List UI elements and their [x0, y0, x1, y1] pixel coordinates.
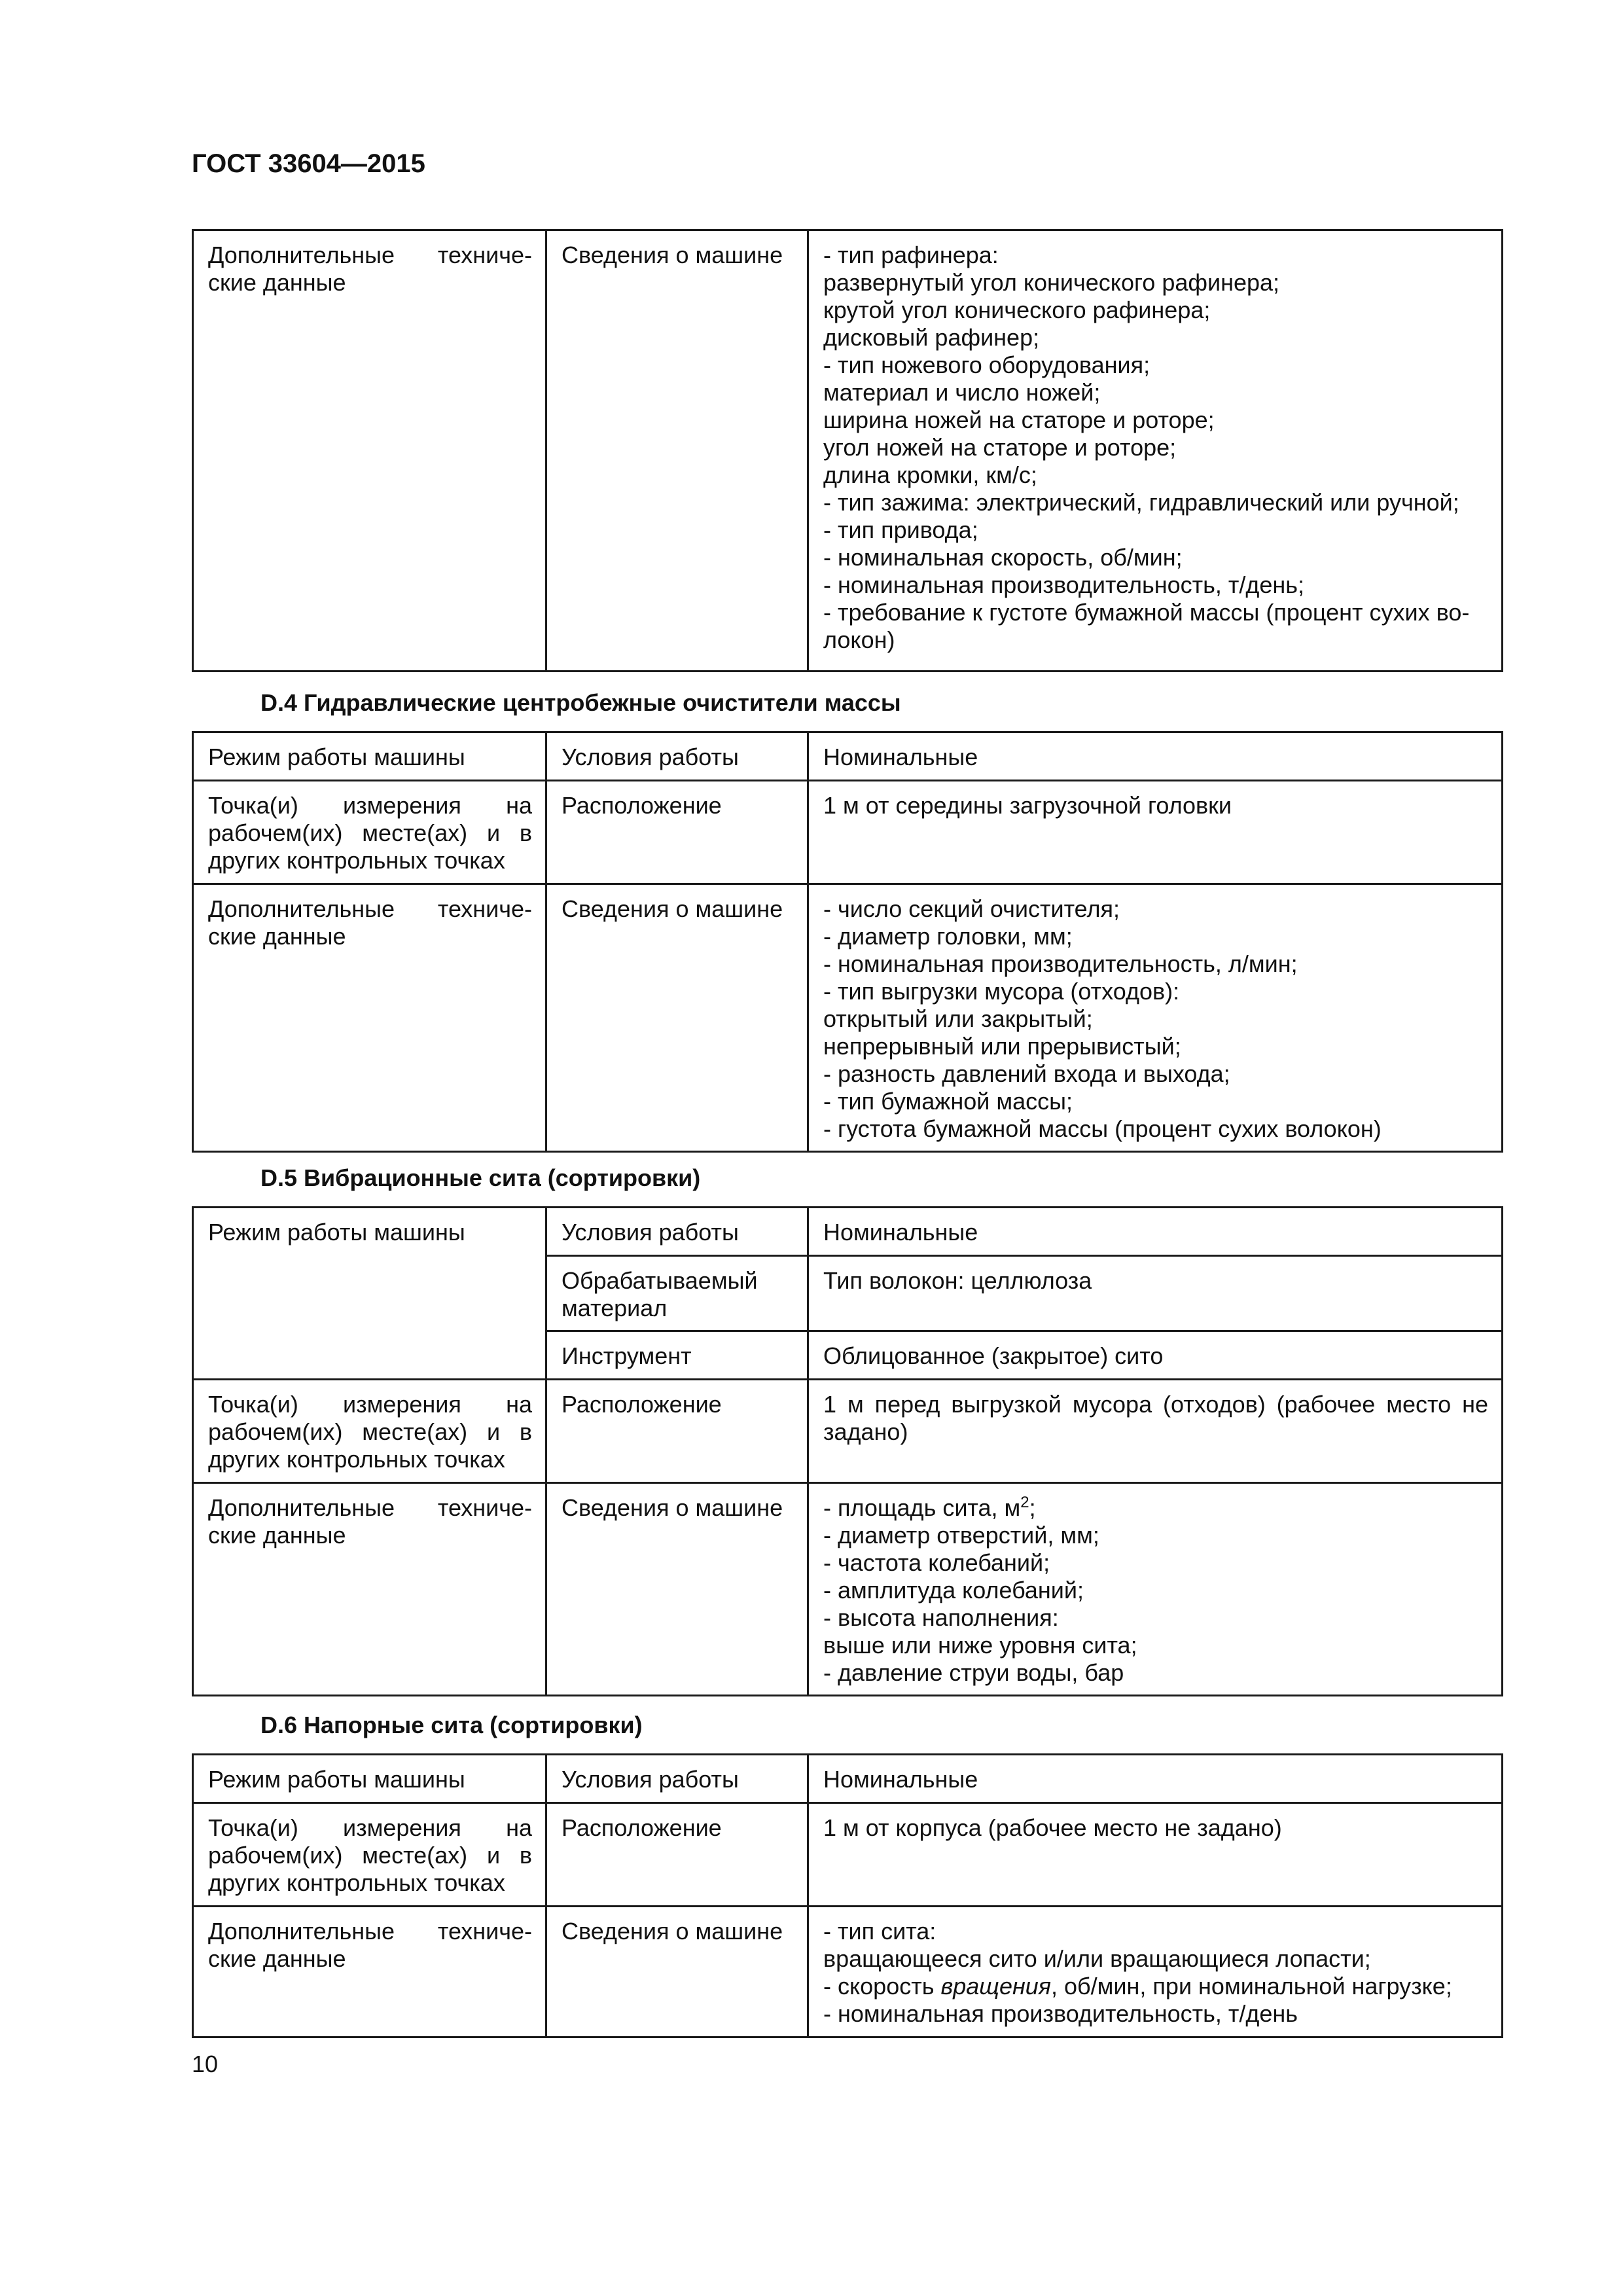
- text-line: - номинальная скорость, об/мин;: [823, 544, 1183, 571]
- text-part: , об/мин, при номинальной нагрузке;: [1051, 1973, 1452, 2000]
- text-part: - площадь сита, м: [823, 1494, 1021, 1521]
- text-line: ские данные: [208, 1522, 346, 1549]
- cell-value: Номинальные: [808, 1208, 1503, 1256]
- text-line: рабочем(их) месте(ах) и в: [208, 1418, 532, 1445]
- cell-value: [808, 1483, 1503, 1696]
- cell-label: [193, 1380, 546, 1483]
- table-row: [193, 1907, 1503, 2037]
- cell-value: Номинальные: [808, 732, 1503, 781]
- cell-label: Режим работы машины: [193, 1755, 546, 1803]
- cell-value: Облицованное (закрытое) сито: [808, 1331, 1503, 1380]
- text-line: - номинальная производительность, т/день;: [823, 571, 1305, 598]
- text-line: - разность давлений входа и выхода;: [823, 1060, 1230, 1087]
- text-line: дисковый рафинер;: [823, 324, 1040, 351]
- cell-value: 1 м от корпуса (рабочее место не задано): [808, 1803, 1503, 1907]
- text-line: [823, 1973, 1488, 2000]
- table-row: [193, 1483, 1503, 1696]
- text-line: Точка(и) измерения на: [208, 792, 532, 819]
- text-line: - частота колебаний;: [823, 1549, 1050, 1576]
- table-d4: [192, 731, 1503, 1153]
- emphasis-text: вращения: [940, 1973, 1052, 2000]
- page-number: 10: [192, 2051, 219, 2077]
- cell-label: [193, 884, 546, 1152]
- text-line: - густота бумажной массы (процент сухих волокон): [823, 1115, 1382, 1142]
- table-row: [193, 1803, 1503, 1907]
- text-line: Дополнительные техниче-: [208, 242, 532, 268]
- cell-condition: Инструмент: [546, 1331, 808, 1380]
- cell-label: [193, 781, 546, 884]
- text-line: Дополнительные техниче-: [208, 1494, 532, 1521]
- cell-condition: Сведения о машине: [546, 230, 808, 672]
- text-line: Точка(и) измерения на: [208, 1814, 532, 1841]
- text-line: - номинальная производительность, л/мин;: [823, 950, 1298, 977]
- text-line: крутой угол конического рафинера;: [823, 296, 1211, 323]
- text-line: - тип ножевого оборудования;: [823, 351, 1150, 378]
- text-line: - диаметр головки, мм;: [823, 923, 1073, 950]
- cell-condition: Условия работы: [546, 732, 808, 781]
- cell-label: [193, 230, 546, 672]
- text-line: 1 м перед выгрузкой мусора (отходов) (рабочее место не: [823, 1391, 1488, 1418]
- table-d6: [192, 1753, 1503, 2038]
- cell-condition: Условия работы: [546, 1755, 808, 1803]
- text-line: - требование к густоте бумажной массы (процент сухих во-: [823, 599, 1470, 626]
- table-row: [193, 884, 1503, 1152]
- cell-value: Тип волокон: целлюлоза: [808, 1256, 1503, 1331]
- text-line: - тип сита:: [823, 1918, 936, 1945]
- text-line: - тип бумажной массы;: [823, 1088, 1073, 1115]
- text-line: Дополнительные техниче-: [208, 895, 532, 922]
- table-d3-tail: [192, 229, 1503, 672]
- cell-condition: Условия работы: [546, 1208, 808, 1256]
- text-line: Дополнительные техниче-: [208, 1918, 532, 1945]
- text-line: - диаметр отверстий, мм;: [823, 1522, 1099, 1549]
- cell-condition: Сведения о машине: [546, 1483, 808, 1696]
- text-line: длина кромки, км/с;: [823, 461, 1037, 488]
- text-line: задано): [823, 1418, 908, 1445]
- text-part: ;: [1029, 1494, 1036, 1521]
- text-line: - тип зажима: электрический, гидравлический или ручной;: [823, 489, 1459, 516]
- text-line: [823, 1494, 1488, 1522]
- cell-condition: Сведения о машине: [546, 884, 808, 1152]
- text-line: других контрольных точках: [208, 1446, 505, 1473]
- text-line: - тип выгрузки мусора (отходов):: [823, 978, 1180, 1005]
- table-row: [193, 1208, 1503, 1256]
- cell-condition: Расположение: [546, 1380, 808, 1483]
- section-title-d6: D.6 Напорные сита (сортировки): [260, 1712, 643, 1738]
- text-line: - высота наполнения:: [823, 1604, 1059, 1631]
- text-line: - тип привода;: [823, 516, 978, 543]
- text-line: Точка(и) измерения на: [208, 1391, 532, 1418]
- cell-label: Режим работы машины: [193, 1208, 546, 1380]
- text-line: рабочем(их) месте(ах) и в: [208, 819, 532, 846]
- text-line: - число секций очистителя;: [823, 895, 1120, 922]
- table-row: [193, 1380, 1503, 1483]
- cell-value: Номинальные: [808, 1755, 1503, 1803]
- cell-label: [193, 1907, 546, 2037]
- cell-value: [808, 230, 1503, 672]
- text-line: других контрольных точках: [208, 847, 505, 874]
- cell-condition: Расположение: [546, 1803, 808, 1907]
- cell-label: Режим работы машины: [193, 732, 546, 781]
- text-line: ские данные: [208, 1945, 346, 1972]
- superscript: 2: [1020, 1494, 1029, 1511]
- section-title-d4: D.4 Гидравлические центробежные очистители массы: [260, 689, 901, 716]
- text-line: развернутый угол конического рафинера;: [823, 269, 1280, 296]
- text-line: открытый или закрытый;: [823, 1005, 1093, 1032]
- cell-value: 1 м от середины загрузочной головки: [808, 781, 1503, 884]
- text-line: - давление струи воды, бар: [823, 1659, 1124, 1686]
- table-row: [193, 781, 1503, 884]
- text-line: ские данные: [208, 923, 346, 950]
- text-line: вращающееся сито и/или вращающиеся лопасти;: [823, 1945, 1371, 1972]
- cell-label: [193, 1803, 546, 1907]
- text-line: других контрольных точках: [208, 1869, 505, 1896]
- text-line: материал: [562, 1295, 668, 1321]
- text-line: материал и число ножей;: [823, 379, 1101, 406]
- document-header: ГОСТ 33604—2015: [192, 149, 425, 178]
- text-line: локон): [823, 626, 895, 653]
- text-line: Обрабатываемый: [562, 1267, 758, 1294]
- cell-condition: Расположение: [546, 781, 808, 884]
- table-d5: [192, 1206, 1503, 1696]
- cell-condition: [546, 1256, 808, 1331]
- text-line: ские данные: [208, 269, 346, 296]
- text-line: выше или ниже уровня сита;: [823, 1632, 1137, 1659]
- cell-condition: Сведения о машине: [546, 1907, 808, 2037]
- cell-label: [193, 1483, 546, 1696]
- table-row: [193, 732, 1503, 781]
- text-line: непрерывный или прерывистый;: [823, 1033, 1181, 1060]
- text-line: - тип рафинера:: [823, 242, 999, 268]
- cell-value: [808, 884, 1503, 1152]
- text-line: - номинальная производительность, т/день: [823, 2000, 1298, 2027]
- table-row: [193, 1755, 1503, 1803]
- text-line: рабочем(их) месте(ах) и в: [208, 1842, 532, 1869]
- text-part: - скорость: [823, 1973, 941, 2000]
- text-line: угол ножей на статоре и роторе;: [823, 434, 1177, 461]
- cell-value: [808, 1907, 1503, 2037]
- text-line: ширина ножей на статоре и роторе;: [823, 406, 1215, 433]
- section-title-d5: D.5 Вибрационные сита (сортировки): [260, 1164, 701, 1191]
- cell-value: [808, 1380, 1503, 1483]
- table-row: [193, 230, 1503, 672]
- text-line: - амплитуда колебаний;: [823, 1577, 1084, 1604]
